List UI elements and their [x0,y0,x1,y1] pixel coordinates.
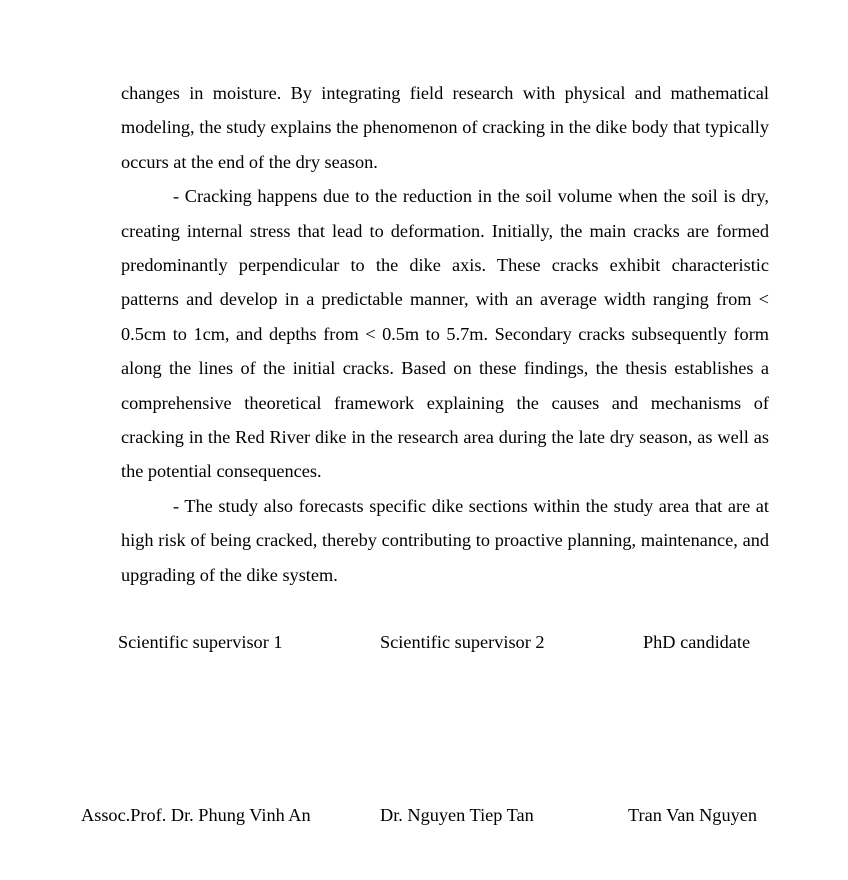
supervisor-1-name: Assoc.Prof. Dr. Phung Vinh An [81,805,311,825]
abstract-body [121,76,769,592]
candidate-name: Tran Van Nguyen [628,805,757,825]
supervisor-2-title: Scientific supervisor 2 [380,632,545,652]
paragraph-cracking-mechanism: - Cracking happens due to the reduction in the soil volume when the soil is dry, creating internal stress that lead to deformation. Initially, the main cracks are formed predominantly perpendicular to the dike axis. These cracks exhibit characteristic patterns and develop in a predictable manner, with an average width ranging from < 0.5cm to 1cm, and depths from < 0.5m to 5.7m. Secondary cracks subsequently form along the lines of the initial cracks. Based on these findings, the thesis establishes a comprehensive theoretical framework explaining the causes and mechanisms of cracking in the Red River dike in the research area during the late dry season, as well as the potential consequences. [121,186,769,482]
signature-titles-row [0,632,848,658]
paragraph-moisture-modeling: changes in moisture. By integrating field research with physical and mathematical modeling, the study explains the phenomenon of cracking in the dike body that typically occurs at the end of the dry season. [121,83,769,172]
paragraph-forecast: - The study also forecasts specific dike sections within the study area that are at high risk of being cracked, thereby contributing to proactive planning, maintenance, and upgrading of the dike system. [121,495,769,585]
supervisor-2-name: Dr. Nguyen Tiep Tan [380,805,534,825]
signature-names-row [0,805,848,831]
supervisor-1-title: Scientific supervisor 1 [118,632,283,652]
candidate-title: PhD candidate [643,632,751,652]
